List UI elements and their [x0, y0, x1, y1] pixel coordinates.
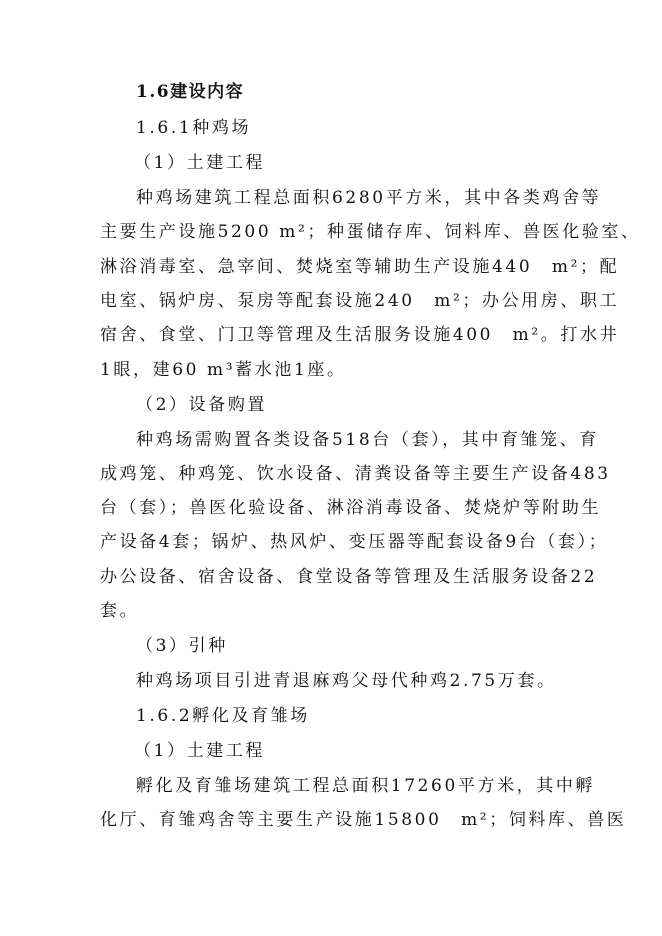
item-title: （1）土建工程	[134, 741, 266, 761]
subsection-title: 1.6.1种鸡场	[136, 118, 252, 138]
paragraph-line: 主要生产设施5200 m²；种蛋储存库、饲料库、兽医化验室、	[100, 222, 641, 242]
paragraph-line: 台（套）；兽医化验设备、淋浴消毒设备、焚烧炉等附助生	[100, 498, 602, 518]
item-title: （3）引种	[136, 636, 228, 656]
item-title: （2）设备购置	[136, 395, 268, 415]
paragraph-line: 办公设备、宿舍设备、食堂设备等管理及生活服务设备22	[100, 567, 598, 587]
item-title: （1）土建工程	[134, 153, 266, 173]
paragraph-line: 化厅、育雏鸡舍等主要生产设施15800 m²；饲料库、兽医	[100, 810, 627, 830]
paragraph-line: 产设备4套；锅炉、热风炉、变压器等配套设备9台（套）；	[100, 532, 609, 552]
subsection-title: 1.6.2孵化及育雏场	[136, 706, 310, 726]
paragraph-line: 1眼，建60 m³蓄水池1座。	[100, 360, 347, 380]
paragraph-line: 淋浴消毒室、急宰间、焚烧室等辅助生产设施440 m²；配	[100, 257, 620, 277]
paragraph-line: 宿舍、食堂、门卫等管理及生活服务设施400 m²。打水井	[100, 325, 620, 345]
paragraph-line: 成鸡笼、种鸡笼、饮水设备、清粪设备等主要生产设备483	[100, 464, 611, 484]
paragraph-line: 种鸡场建筑工程总面积6280平方米，其中各类鸡舍等	[136, 188, 602, 208]
paragraph-line: 孵化及育雏场建筑工程总面积17260平方米，其中孵	[136, 776, 596, 796]
paragraph-line: 套。	[100, 601, 140, 621]
paragraph-line: 种鸡场项目引进青退麻鸡父母代种鸡2.75万套。	[136, 671, 557, 691]
paragraph-line: 种鸡场需购置各类设备518台（套），其中育雏笼、育	[136, 430, 599, 450]
paragraph-line: 电室、锅炉房、泵房等配套设施240 m²；办公用房、职工	[100, 291, 620, 311]
section-heading: 1.6建设内容	[136, 82, 245, 102]
